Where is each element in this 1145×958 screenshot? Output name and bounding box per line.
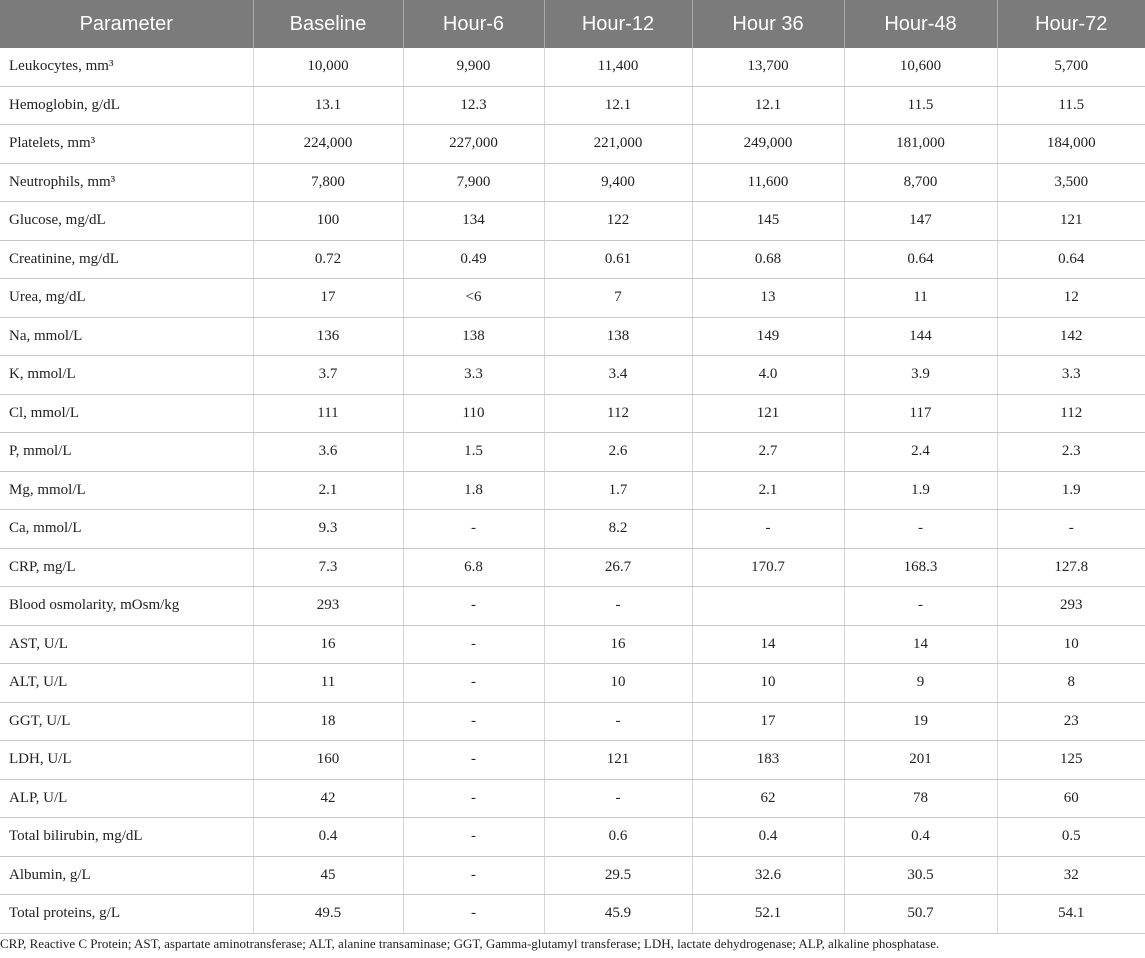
cell-baseline: 111 — [253, 394, 403, 433]
cell-hour-6: - — [403, 895, 544, 934]
cell-hour-48: 9 — [844, 664, 997, 703]
cell-hour-6: 7,900 — [403, 163, 544, 202]
cell-parameter: Blood osmolarity, mOsm/kg — [0, 587, 253, 626]
table-row — [0, 548, 1145, 587]
table-row — [0, 741, 1145, 780]
table-row — [0, 433, 1145, 472]
column-header-hour-12: Hour-12 — [544, 0, 692, 48]
cell-hour-36: 145 — [692, 202, 844, 241]
cell-hour-48: 3.9 — [844, 356, 997, 395]
cell-hour-72: 11.5 — [997, 86, 1145, 125]
cell-hour-36: - — [692, 510, 844, 549]
column-header-hour-6: Hour-6 — [403, 0, 544, 48]
cell-hour-36 — [692, 587, 844, 626]
header-row — [0, 0, 1145, 48]
cell-baseline: 11 — [253, 664, 403, 703]
cell-hour-12: 10 — [544, 664, 692, 703]
cell-hour-36: 11,600 — [692, 163, 844, 202]
cell-parameter: Glucose, mg/dL — [0, 202, 253, 241]
cell-parameter: Hemoglobin, g/dL — [0, 86, 253, 125]
cell-hour-48: 19 — [844, 702, 997, 741]
cell-hour-6: - — [403, 510, 544, 549]
cell-hour-12: 29.5 — [544, 856, 692, 895]
cell-hour-12: 0.6 — [544, 818, 692, 857]
cell-hour-6: - — [403, 664, 544, 703]
cell-hour-36: 14 — [692, 625, 844, 664]
cell-baseline: 293 — [253, 587, 403, 626]
cell-baseline: 3.6 — [253, 433, 403, 472]
cell-hour-12: 26.7 — [544, 548, 692, 587]
column-header-hour-36: Hour 36 — [692, 0, 844, 48]
cell-baseline: 45 — [253, 856, 403, 895]
cell-hour-12: 122 — [544, 202, 692, 241]
column-header-parameter: Parameter — [0, 0, 253, 48]
cell-hour-72: 8 — [997, 664, 1145, 703]
cell-hour-12: 45.9 — [544, 895, 692, 934]
cell-hour-12: 121 — [544, 741, 692, 780]
table-row — [0, 48, 1145, 86]
cell-parameter: Leukocytes, mm³ — [0, 48, 253, 86]
table-footnote: CRP, Reactive C Protein; AST, aspartate aminotransferase; ALT, alanine transaminase; GGT, Gamma-glutamyl transferase; LDH, lactate dehydrogenase; ALP, alkaline phosphatase. — [0, 936, 940, 951]
table-row — [0, 856, 1145, 895]
cell-hour-36: 149 — [692, 317, 844, 356]
cell-parameter: CRP, mg/L — [0, 548, 253, 587]
cell-hour-6: 1.8 — [403, 471, 544, 510]
cell-parameter: Cl, mmol/L — [0, 394, 253, 433]
cell-parameter: ALT, U/L — [0, 664, 253, 703]
cell-hour-12: 7 — [544, 279, 692, 318]
table-header — [0, 0, 1145, 48]
cell-hour-72: 32 — [997, 856, 1145, 895]
cell-hour-12: 221,000 — [544, 125, 692, 164]
table-row — [0, 356, 1145, 395]
table-row — [0, 779, 1145, 818]
cell-baseline: 0.72 — [253, 240, 403, 279]
cell-hour-72: 1.9 — [997, 471, 1145, 510]
cell-hour-72: 5,700 — [997, 48, 1145, 86]
cell-parameter: ALP, U/L — [0, 779, 253, 818]
cell-baseline: 3.7 — [253, 356, 403, 395]
table-row — [0, 702, 1145, 741]
cell-hour-36: 0.4 — [692, 818, 844, 857]
cell-hour-36: 183 — [692, 741, 844, 780]
cell-hour-36: 121 — [692, 394, 844, 433]
cell-baseline: 160 — [253, 741, 403, 780]
cell-hour-48: 144 — [844, 317, 997, 356]
cell-baseline: 2.1 — [253, 471, 403, 510]
cell-baseline: 7.3 — [253, 548, 403, 587]
cell-hour-48: 10,600 — [844, 48, 997, 86]
cell-hour-72: 3,500 — [997, 163, 1145, 202]
cell-hour-6: 227,000 — [403, 125, 544, 164]
table-row — [0, 895, 1145, 934]
cell-hour-48: - — [844, 510, 997, 549]
cell-hour-36: 249,000 — [692, 125, 844, 164]
cell-baseline: 16 — [253, 625, 403, 664]
cell-hour-6: 134 — [403, 202, 544, 241]
cell-hour-6: <6 — [403, 279, 544, 318]
cell-hour-72: - — [997, 510, 1145, 549]
table-row — [0, 240, 1145, 279]
table-row — [0, 664, 1145, 703]
cell-baseline: 136 — [253, 317, 403, 356]
cell-hour-48: 14 — [844, 625, 997, 664]
cell-hour-36: 52.1 — [692, 895, 844, 934]
cell-hour-6: 0.49 — [403, 240, 544, 279]
cell-baseline: 17 — [253, 279, 403, 318]
cell-hour-36: 170.7 — [692, 548, 844, 587]
cell-baseline: 7,800 — [253, 163, 403, 202]
cell-hour-12: - — [544, 587, 692, 626]
cell-baseline: 224,000 — [253, 125, 403, 164]
cell-hour-72: 60 — [997, 779, 1145, 818]
cell-hour-48: 1.9 — [844, 471, 997, 510]
cell-parameter: Urea, mg/dL — [0, 279, 253, 318]
cell-hour-48: 168.3 — [844, 548, 997, 587]
cell-hour-6: 110 — [403, 394, 544, 433]
cell-hour-36: 62 — [692, 779, 844, 818]
cell-parameter: Total proteins, g/L — [0, 895, 253, 934]
cell-hour-48: 30.5 — [844, 856, 997, 895]
table-row — [0, 394, 1145, 433]
cell-hour-36: 10 — [692, 664, 844, 703]
table-row — [0, 86, 1145, 125]
cell-hour-72: 0.5 — [997, 818, 1145, 857]
cell-hour-6: 12.3 — [403, 86, 544, 125]
cell-hour-72: 127.8 — [997, 548, 1145, 587]
cell-parameter: LDH, U/L — [0, 741, 253, 780]
cell-parameter: Total bilirubin, mg/dL — [0, 818, 253, 857]
table-row — [0, 818, 1145, 857]
cell-hour-72: 125 — [997, 741, 1145, 780]
table-row — [0, 625, 1145, 664]
cell-hour-48: 8,700 — [844, 163, 997, 202]
cell-baseline: 13.1 — [253, 86, 403, 125]
cell-hour-12: 9,400 — [544, 163, 692, 202]
cell-hour-12: 8.2 — [544, 510, 692, 549]
table-row — [0, 471, 1145, 510]
cell-hour-72: 184,000 — [997, 125, 1145, 164]
cell-hour-12: 12.1 — [544, 86, 692, 125]
cell-parameter: Creatinine, mg/dL — [0, 240, 253, 279]
cell-parameter: Albumin, g/L — [0, 856, 253, 895]
table-body — [0, 48, 1145, 933]
table-row — [0, 202, 1145, 241]
cell-parameter: AST, U/L — [0, 625, 253, 664]
cell-hour-12: 1.7 — [544, 471, 692, 510]
table-row — [0, 317, 1145, 356]
cell-hour-48: - — [844, 587, 997, 626]
cell-hour-36: 0.68 — [692, 240, 844, 279]
cell-baseline: 49.5 — [253, 895, 403, 934]
cell-hour-48: 181,000 — [844, 125, 997, 164]
cell-hour-72: 2.3 — [997, 433, 1145, 472]
cell-hour-12: - — [544, 779, 692, 818]
cell-hour-36: 13,700 — [692, 48, 844, 86]
column-header-baseline: Baseline — [253, 0, 403, 48]
cell-hour-72: 10 — [997, 625, 1145, 664]
cell-parameter: GGT, U/L — [0, 702, 253, 741]
cell-hour-6: 138 — [403, 317, 544, 356]
cell-hour-72: 12 — [997, 279, 1145, 318]
cell-hour-12: 3.4 — [544, 356, 692, 395]
cell-hour-72: 0.64 — [997, 240, 1145, 279]
cell-baseline: 0.4 — [253, 818, 403, 857]
cell-hour-12: 2.6 — [544, 433, 692, 472]
table-row — [0, 279, 1145, 318]
cell-hour-48: 78 — [844, 779, 997, 818]
cell-hour-36: 13 — [692, 279, 844, 318]
cell-hour-36: 2.7 — [692, 433, 844, 472]
cell-parameter: K, mmol/L — [0, 356, 253, 395]
cell-hour-12: 112 — [544, 394, 692, 433]
cell-hour-6: 9,900 — [403, 48, 544, 86]
cell-hour-6: - — [403, 625, 544, 664]
cell-hour-48: 11 — [844, 279, 997, 318]
cell-hour-72: 121 — [997, 202, 1145, 241]
cell-hour-6: - — [403, 587, 544, 626]
cell-baseline: 10,000 — [253, 48, 403, 86]
cell-hour-36: 32.6 — [692, 856, 844, 895]
cell-hour-48: 117 — [844, 394, 997, 433]
cell-hour-6: 1.5 — [403, 433, 544, 472]
cell-hour-36: 17 — [692, 702, 844, 741]
table-row — [0, 163, 1145, 202]
cell-hour-36: 4.0 — [692, 356, 844, 395]
table-row — [0, 125, 1145, 164]
table-row — [0, 510, 1145, 549]
cell-parameter: Mg, mmol/L — [0, 471, 253, 510]
cell-hour-48: 11.5 — [844, 86, 997, 125]
cell-hour-72: 112 — [997, 394, 1145, 433]
cell-baseline: 42 — [253, 779, 403, 818]
cell-hour-48: 147 — [844, 202, 997, 241]
cell-hour-36: 2.1 — [692, 471, 844, 510]
cell-parameter: Ca, mmol/L — [0, 510, 253, 549]
cell-parameter: P, mmol/L — [0, 433, 253, 472]
cell-hour-48: 2.4 — [844, 433, 997, 472]
cell-hour-6: - — [403, 818, 544, 857]
cell-parameter: Na, mmol/L — [0, 317, 253, 356]
cell-parameter: Platelets, mm³ — [0, 125, 253, 164]
cell-hour-12: - — [544, 702, 692, 741]
cell-hour-12: 138 — [544, 317, 692, 356]
cell-hour-12: 11,400 — [544, 48, 692, 86]
cell-hour-48: 201 — [844, 741, 997, 780]
cell-baseline: 100 — [253, 202, 403, 241]
cell-hour-48: 0.64 — [844, 240, 997, 279]
cell-hour-48: 50.7 — [844, 895, 997, 934]
cell-hour-6: 6.8 — [403, 548, 544, 587]
cell-hour-72: 54.1 — [997, 895, 1145, 934]
cell-hour-36: 12.1 — [692, 86, 844, 125]
cell-hour-48: 0.4 — [844, 818, 997, 857]
cell-hour-72: 293 — [997, 587, 1145, 626]
cell-hour-6: 3.3 — [403, 356, 544, 395]
cell-hour-6: - — [403, 779, 544, 818]
column-header-hour-48: Hour-48 — [844, 0, 997, 48]
cell-baseline: 18 — [253, 702, 403, 741]
cell-baseline: 9.3 — [253, 510, 403, 549]
cell-hour-72: 142 — [997, 317, 1145, 356]
cell-hour-6: - — [403, 741, 544, 780]
cell-hour-12: 16 — [544, 625, 692, 664]
cell-hour-6: - — [403, 856, 544, 895]
cell-hour-6: - — [403, 702, 544, 741]
cell-hour-72: 23 — [997, 702, 1145, 741]
cell-hour-72: 3.3 — [997, 356, 1145, 395]
column-header-hour-72: Hour-72 — [997, 0, 1145, 48]
table-row — [0, 587, 1145, 626]
cell-hour-12: 0.61 — [544, 240, 692, 279]
cell-parameter: Neutrophils, mm³ — [0, 163, 253, 202]
